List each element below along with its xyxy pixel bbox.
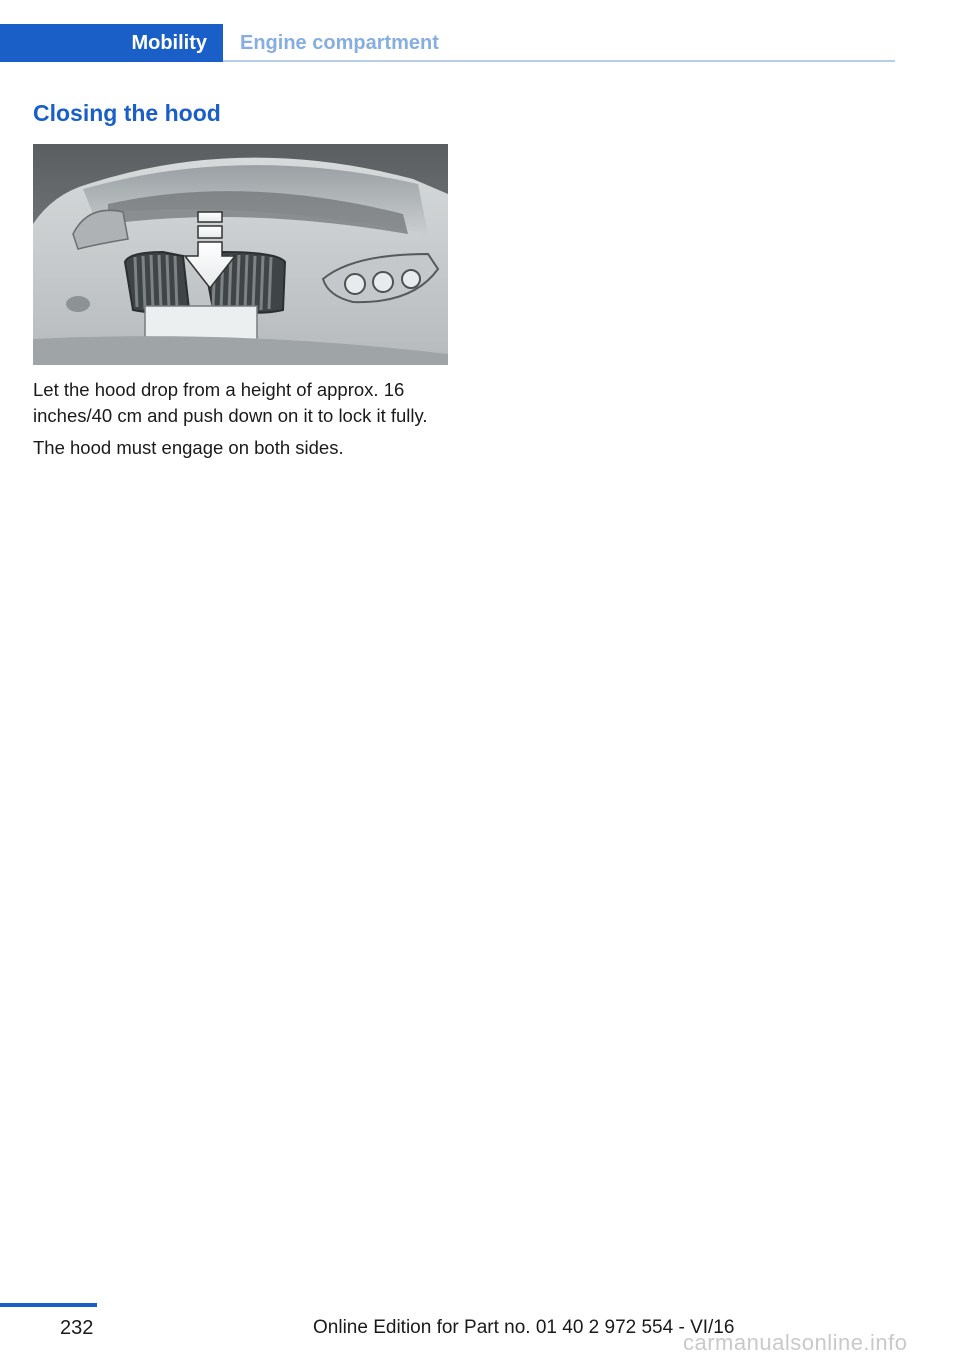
- section-title: Closing the hood: [33, 100, 221, 126]
- footer-accent-bar: [0, 1303, 97, 1307]
- edition-note: Online Edition for Part no. 01 40 2 972 554 - VI/16: [313, 1317, 735, 1338]
- hood-closing-illustration: [33, 144, 448, 365]
- body-text: [33, 377, 453, 467]
- chapter-tab-engine-compartment[interactable]: Engine compartment: [240, 32, 439, 54]
- page-header: [0, 24, 895, 62]
- page-number: 232: [60, 1317, 94, 1339]
- paragraph-2: The hood must engage on both sides.: [33, 437, 344, 458]
- paragraph-1: Let the hood drop from a height of approx. 16 inches/40 cm and push down on it to lock it fully.: [33, 379, 428, 426]
- header-divider: [223, 60, 895, 62]
- section-tab-mobility[interactable]: Mobility: [0, 24, 223, 62]
- watermark: carmanualsonline.info: [683, 1330, 908, 1355]
